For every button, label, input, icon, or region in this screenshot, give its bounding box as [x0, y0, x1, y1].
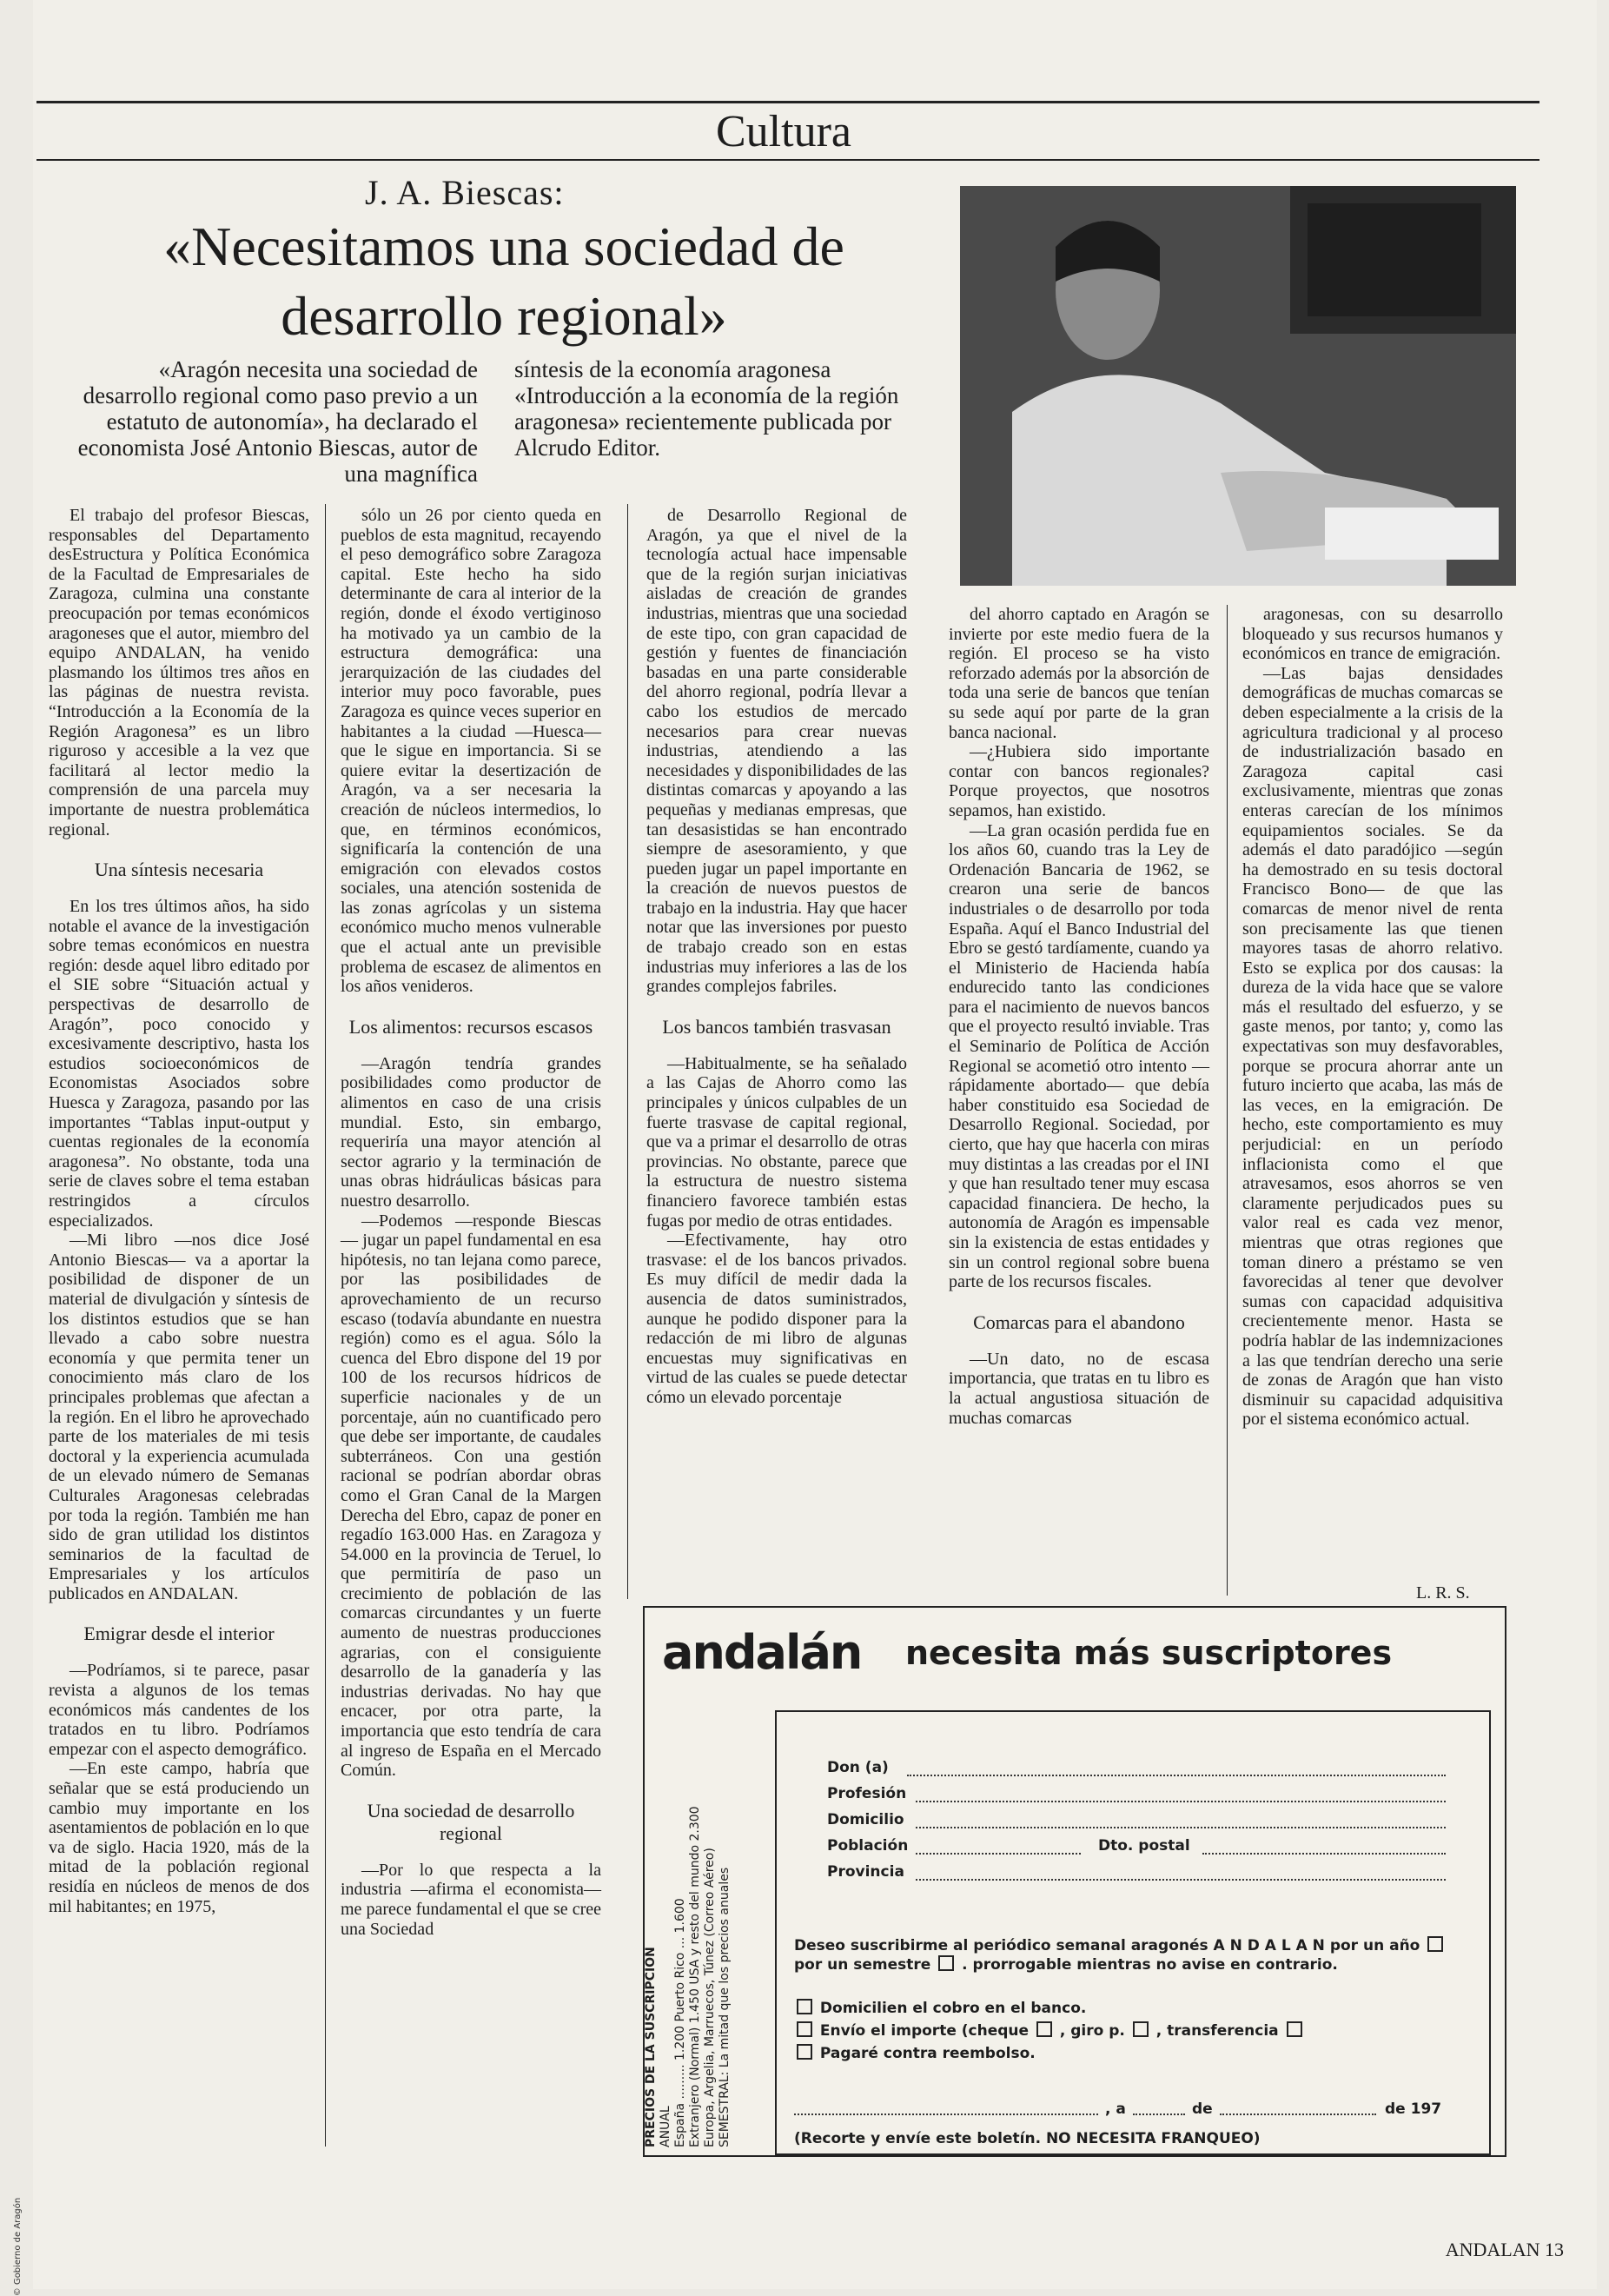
author-signature: L. R. S.	[1416, 1583, 1470, 1603]
article-kicker: J. A. Biescas:	[365, 173, 565, 212]
subheading: Comarcas para el abandono	[973, 1311, 1185, 1333]
transfer-checkbox[interactable]	[1287, 2021, 1302, 2037]
column-4	[949, 605, 1209, 1428]
profession-label: Profesión	[827, 1785, 907, 1802]
price-line: SEMESTRAL: La mitad que los precios anuales	[718, 1867, 732, 2147]
postal-code-field[interactable]	[1202, 1853, 1446, 1855]
subheading: Una sociedad de desarrollo regional	[367, 1799, 575, 1844]
column-divider-1	[325, 504, 326, 2147]
paragraph: —Las bajas densidades demográficas de muchas comarcas se deben especialmente a la crisis de la agricultura tradicional y al proceso de industrialización basado en Zaragoza capital casi exclusivamente, mientras que zonas enteras carecían de los mínimos equipamientos sociales. Se da además el dato paradójico —según ha demostrado en su tesis doctoral Francisco Bono— de que las comarcas de menor nivel de renta son precisamente las que tienen mayores tasas de ahorro relativo. Esto se explica por dos causas: la dureza de la vida hace que se valore más el resultado del esfuerzo, y se gaste menos, por tanto; y, como las expectativas son muy desfavorables, porque se procura ahorrar ante un futuro incierto que acaba, las más de las veces, en la emigración. De hecho, este comportamiento es muy perjudicial: en un período inflacionista como el que atravesamos, esos ahorros se ven claramente perjudicados pues su valor real es cada vez menor, mientras que otras regiones que toman dinero a préstamo se ven favorecidas al tener que devolver sumas con capacidad adquisitiva crecientemente menor. Hasta se podría hablar de las indemnizaciones a las que tendrían derecho una serie de zonas de Aragón que han visto disminuir su capacidad adquisitiva por el sistema económico actual.	[1242, 663, 1503, 1430]
column-5	[1242, 605, 1503, 1430]
year-checkbox[interactable]	[1427, 1936, 1443, 1952]
paragraph: En los tres últimos años, ha sido notable el avance de la investigación sobre temas económicos en nuestra región: desde aquel libro editado por el SIE sobre “Situación actual y perspectivas de desarrollo de Aragón”, poco conocido y excesivamente descriptivo, hasta los estudios socioeconómicos de Economistas Asociados sobre Huesca y Zaragoza, pasando por las importantes “Tablas input-output y cuentas regionales de la economía aragonesa”. No obstante, toda una serie de claves sobre el tema estaban restringidos a círculos especializados.	[49, 897, 309, 1231]
subheading: Una síntesis necesaria	[94, 859, 264, 881]
month-field[interactable]	[1220, 2114, 1376, 2115]
price-line: España ......... 1.200 Puerto Rico ... 1.600	[673, 1898, 687, 2147]
top-rule	[36, 101, 1539, 103]
address-label: Domicilio	[827, 1811, 904, 1828]
column-divider-3	[1227, 605, 1228, 1596]
column-2	[341, 506, 601, 1939]
giro-checkbox[interactable]	[1133, 2021, 1149, 2037]
paragraph: —Podemos —responde Biescas— jugar un papel fundamental en esa hipótesis, no tan lejana como parece, por las posibilidades de aprovechamiento de un recurso escaso (todavía abundante en nuestra región) como es el agua. Sólo la cuenca del Ebro dispone del 19 por 100 de los recursos hídricos de superficie nacionales y de un porcentaje, aún no cuantificado pero que debe ser importante, de caudales subterráneos. Con una gestión racional se podrían abordar obras como el Gran Canal de la Margen Derecha del Ebro, capaz de poner en regadío 163.000 Has. en Zaragoza y 54.000 en la provincia de Teruel, lo que permitiría de paso un crecimiento de población de las comarcas circundantes y un fuerte aumento de nuestras producciones agrarias, con el consiguiente desarrollo de la ganadería y las industrias derivadas. No hay que encacer, por otra parte, la importancia que esto tendría de cara al ingreso de España en el Mercado Común.	[341, 1211, 601, 1781]
subscribe-renew-text: . prorrogable mientras no avise en contrario.	[962, 1956, 1338, 1974]
andalan-logo: andalán	[662, 1625, 862, 1680]
name-label: Don (a)	[827, 1759, 889, 1776]
price-line: Extranjero (Normal) 1.450 USA y resto del mundo 2.300	[688, 1806, 702, 2147]
paragraph: —Podríamos, si te parece, pasar revista a algunos de los temas económicos más candentes de los tratados en tu libro. Podríamos empezar con el aspecto demográfico.	[49, 1661, 309, 1759]
paragraph: —Un dato, no de escasa importancia, que tratas en tu libro es la actual angustiosa situación de muchas comarcas	[949, 1349, 1209, 1428]
deck-left: «Aragón necesita una sociedad de desarrollo regional como paso previo a un estatuto de autonomía», ha declarado el economista José Antonio Biescas, autor de una magnífica	[77, 356, 478, 487]
price-table	[645, 1712, 775, 2147]
payment-option-bank	[794, 1999, 1086, 2018]
remit-label: Envío el importe (cheque	[819, 2022, 1030, 2040]
column-1	[49, 506, 309, 1916]
paragraph: del ahorro captado en Aragón se invierte por este medio fuera de la región. El proceso se ha visto reforzado además por la absorción de toda una serie de bancos que tenían su sede aquí por parte de la gran banca nacional.	[949, 605, 1209, 742]
province-label: Provincia	[827, 1863, 904, 1881]
section-rule	[36, 159, 1539, 161]
date-year-label: de 197	[1385, 2100, 1442, 2118]
credit-text: © Gobierno de Aragón	[13, 2197, 23, 2296]
deck-right: síntesis de la economía aragonesa «Introducción a la economía de la región aragonesa» recientemente publicada por Alcrudo Editor.	[514, 356, 899, 461]
town-field[interactable]	[916, 1853, 1081, 1855]
province-field[interactable]	[916, 1879, 1446, 1881]
paragraph: —Efectivamente, hay otro trasvase: el de los bancos privados. Es muy difícil de medir dada la ausencia de datos suministrados, aunque he podido disponer para la redacción de mi libro de algunas encuestas muy significativas en virtud de las cuales se puede detectar cómo un elevado porcentaje	[646, 1231, 907, 1407]
subscribe-text	[794, 1936, 1480, 1974]
ad-headline: necesita más suscriptores	[905, 1634, 1393, 1672]
section-title: Cultura	[716, 107, 851, 156]
bank-label: Domicilien el cobro en el banco.	[819, 2000, 1087, 2017]
subscription-ad	[643, 1606, 1506, 2157]
paragraph: —Habitualmente, se ha señalado a las Cajas de Ahorro como las principales y únicos culpables de un fuerte trasvase de capital regional, que va a primar el desarrollo de otras provincias. No obstante, parece que la estructura de nuestro sistema financiero favorece también estas fugas por medio de otras entidades.	[646, 1053, 907, 1231]
image-credit	[3, 2197, 90, 2296]
paragraph: —La gran ocasión perdida fue en los años 60, cuando tras la Ley de Ordenación Bancaria de 1962, se crearon una serie de bancos industriales o de desarrollo por toda España. Aquí el Banco Industrial del Ebro se gestó tardíamente, cuando ya el Ministerio de Hacienda había endurecido tanto las condiciones para el nacimiento de nuevos bancos que el proyecto resultó inviable. Tras el Seminario de Política de Acción Regional se acometió otro intento —rápidamente abortado— que debía haber constituido esa Sociedad de Desarrollo Regional. Sociedad, por cierto, que hay que hacerla con miras muy distintas a las creadas por el INI y que han resultado tener muy escasa capacidad financiera. De hecho, la autonomía de Aragón es impensable sin la existencia de estas entidades y sin un control regional sobre buena parte de los recursos fiscales.	[949, 820, 1209, 1292]
cod-label: Pagaré contra reembolso.	[819, 2045, 1036, 2062]
paragraph: —Mi libro —nos dice José Antonio Biescas— va a aportar la posibilidad de disponer de un material de divulgación y síntesis de los distintos estudios que se han llevado a cabo sobre nuestra economía y que permita tener un conocimiento más claro de los principales problemas que afectan a la región. En el libro he aprovechado parte de los materiales de mi tesis doctoral y la experiencia acumulada de un elevado número de Semanas Culturales Aragonesas celebradas por toda la región. También me han sido de gran utilidad los distintos seminarios de la facultad de Empresariales y los artículos publicados en ANDALAN.	[49, 1231, 309, 1603]
postal-code-label: Dto. postal	[1098, 1837, 1190, 1855]
price-line: Europa, Argelia, Marruecos, Túnez (Correo Aéreo)	[703, 1848, 717, 2147]
price-title: PRECIOS DE LA SUSCRIPCION	[644, 1947, 658, 2147]
paragraph: —¿Hubiera sido importante contar con bancos regionales? Porque proyectos, que nosotros sepamos, han existido.	[949, 742, 1209, 820]
subheading: Emigrar desde el interior	[83, 1622, 275, 1645]
date-a-label: , a	[1105, 2100, 1126, 2118]
paragraph: aragonesas, con su desarrollo bloqueado y sus recursos humanos y económicos en trance de emigración.	[1242, 605, 1503, 664]
column-divider-2	[627, 504, 628, 1599]
payment-option-cod	[794, 2044, 1036, 2063]
subscribe-semester-text: por un semestre	[794, 1956, 931, 1974]
payment-option-remit	[794, 2021, 1305, 2041]
place-field[interactable]	[794, 2114, 1098, 2115]
paragraph: —Aragón tendría grandes posibilidades como productor de alimentos en caso de una crisis mundial. Esto, sin embargo, requeriría una mayor atención al sector agrario y la terminación de unas obras hidráulicas básicas para nuestro desarrollo.	[341, 1053, 601, 1211]
bank-checkbox[interactable]	[797, 1999, 812, 2014]
semester-checkbox[interactable]	[938, 1955, 954, 1971]
cheque-checkbox[interactable]	[1036, 2021, 1052, 2037]
paragraph: —En este campo, habría que señalar que se está produciendo un cambio muy importante en los asentamientos de población en lo que va de siglo. Hacia 1920, más de la mitad de la población regional residía en núcleos de menos de dos mil habitantes; en 1975,	[49, 1759, 309, 1916]
date-de-label: de	[1192, 2100, 1213, 2118]
paragraph: El trabajo del profesor Biescas, responsables del Departamento desEstructura y Política Económica de la Facultad de Empresariales de Zaragoza, culmina una constante preocupación por temas económicos aragoneses que el autor, miembro del equipo ANDALAN, ha venido plasmando los últimos tres años en las páginas de nuestra revista. “Introducción a la Economía de la Región Aragonesa” es un libro riguroso y accesible a la vez que facilitará al lector medio la comprensión de una parcela muy importante de nuestra problemática regional.	[49, 506, 309, 839]
giro-label: , giro p.	[1059, 2022, 1125, 2040]
paragraph: —Por lo que respecta a la industria —afirma el economista— me parece fundamental el que se cree una Sociedad	[341, 1860, 601, 1939]
price-annual: ANUAL	[659, 2106, 672, 2147]
paragraph: sólo un 26 por ciento queda en pueblos de esta magnitud, recayendo el peso demográfico sobre Zaragoza capital. Este hecho ha sido determinante de cara al interior de la región, donde el éxodo vertiginoso ha motivado ya un cambio de la estructura demográfica: una jerarquización de las ciudades del interior muy poco favorable, pues Zaragoza es quince veces superior en habitantes a la ciudad —Huesca— que le sigue en importancia. Si se quiere evitar la desertización de Aragón, va a ser necesaria la creación de núcleos intermedios, lo que, en términos económicos, significaría la contención de una emigración con elevados costos sociales, una atención sostenida de las zonas agrícolas y un sistema económico mucho menos vulnerable que el actual ante un previsible problema de escasez de alimentos en los años venideros.	[341, 506, 601, 997]
subscribe-year-text: Deseo suscribirme al periódico semanal aragonés A N D A L A N por un año	[794, 1937, 1420, 1954]
paragraph: de Desarrollo Regional de Aragón, ya que el nivel de la tecnología actual hace impensable que de la región surjan iniciativas aisladas de creación de grandes industrias, mientras que una sociedad de este tipo, con gran capacidad de gestión y fuentes de financiación basadas en una parte considerable del ahorro regional, podría llevar a cabo los estudios de mercado necesarios para crear nuevas industrias, atendiendo a las necesidades y disponibilidades de las distintas comarcas y apoyando a las pequeñas y medianas empresas, que tan desasistidas se han encontrado siempre de asesoramiento, y que pueden jugar un papel importante en la creación de nuevos puestos de trabajo en la industria. Hay que hacer notar que las inversiones por puesto de trabajo creado son en estas industrias muy inferiores a las de los grandes complejos fabriles.	[646, 506, 907, 997]
profession-field[interactable]	[916, 1801, 1446, 1802]
franking-note: (Recorte y envíe este boletín. NO NECESITA FRANQUEO)	[794, 2130, 1261, 2147]
article-headline: «Necesitamos una sociedad de desarrollo regional»	[163, 216, 844, 347]
subheading: Los bancos también trasvasan	[662, 1015, 891, 1038]
transfer-label: , transferencia	[1155, 2022, 1279, 2040]
page-footer: ANDALAN 13	[1445, 2239, 1564, 2260]
day-field[interactable]	[1133, 2114, 1185, 2115]
name-field[interactable]	[907, 1775, 1446, 1776]
portrait-photo	[960, 186, 1516, 586]
remit-checkbox[interactable]	[797, 2021, 812, 2037]
subscription-form	[775, 1710, 1491, 2155]
cod-checkbox[interactable]	[797, 2044, 812, 2060]
address-field[interactable]	[916, 1827, 1446, 1828]
town-label: Población	[827, 1837, 909, 1855]
column-3	[646, 506, 907, 1408]
subheading: Los alimentos: recursos escasos	[348, 1015, 593, 1038]
